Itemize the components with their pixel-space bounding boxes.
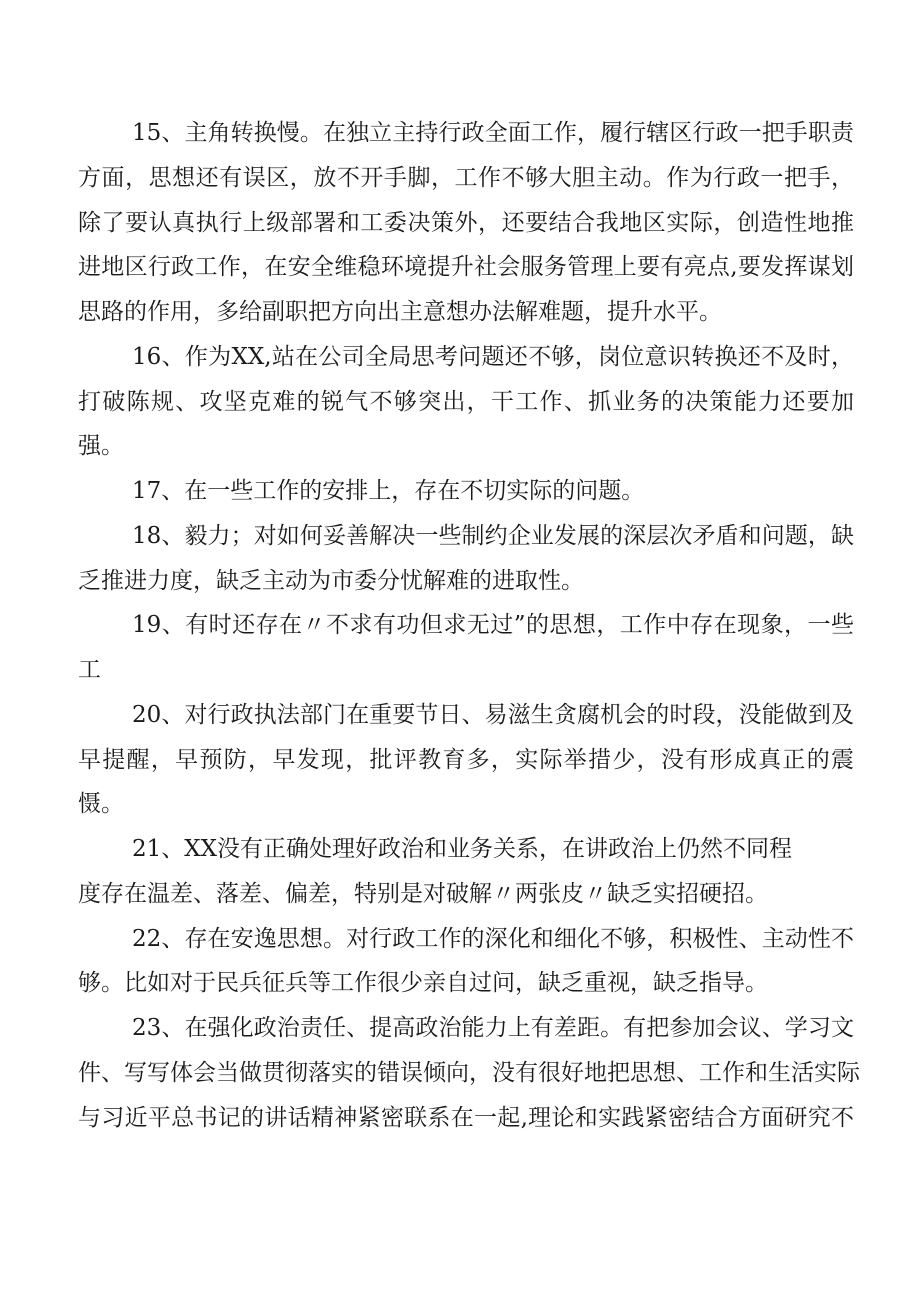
paragraph-21-line-1: 21、XX没有正确处理好政治和业务关系，在讲政治上仍然不同程 [132, 836, 793, 862]
paragraph-15-line-5: 思路的作用，多给副职把方向出主意想办法解难题，提升水平。 [78, 299, 722, 325]
paragraph-22-line-2: 够。比如对于民兵征兵等工作很少亲自过问，缺乏重视，缺乏指导。 [78, 970, 768, 996]
paragraph-23-line-2: 件、写写体会当做贯彻落实的错误倾向，没有很好地把思想、工作和生活实际 [78, 1060, 860, 1086]
paragraph-15-line-3: 除了要认真执行上级部署和工委决策外，还要结合我地区实际，创造性地推 [78, 210, 854, 236]
paragraph-15-line-2: 方面，思想还有误区，放不开手脚，工作不够大胆主动。作为行政一把手， [78, 165, 854, 191]
paragraph-19-line-2: 工 [78, 657, 101, 683]
paragraph-20-line-1: 20、对行政执法部门在重要节日、易滋生贪腐机会的时段，没能做到及 [132, 702, 854, 728]
paragraph-16-line-3: 强。 [78, 433, 124, 459]
paragraph-18-line-2: 乏推进力度，缺乏主动为市委分忧解难的进取性。 [78, 568, 584, 594]
paragraph-23-line-3: 与习近平总书记的讲话精神紧密联系在一起,理论和实践紧密结合方面研究不 [78, 1105, 854, 1131]
paragraph-22-line-1: 22、存在安逸思想。对行政工作的深化和细化不够，积极性、主动性不 [132, 926, 854, 952]
paragraph-21-line-2: 度存在温差、落差、偏差，特别是对破解〃两张皮〃缺乏实招硬招。 [78, 881, 768, 907]
paragraph-20-line-2: 早提醒，早预防，早发现，批评教育多，实际举措少，没有形成真正的震 [78, 747, 854, 773]
paragraph-17-line-1: 17、在一些工作的安排上，存在不切实际的问题。 [132, 478, 645, 504]
paragraph-18-line-1: 18、毅力；对如何妥善解决一些制约企业发展的深层次矛盾和问题，缺 [132, 523, 854, 549]
paragraph-19-line-1: 19、有时还存在〃不求有功但求无过”的思想，工作中存在现象，一些 [132, 612, 854, 638]
paragraph-23-line-1: 23、在强化政治责任、提高政治能力上有差距。有把参加会议、学习文 [132, 1015, 854, 1041]
paragraph-15-line-1: 15、主角转换慢。在独立主持行政全面工作，履行辖区行政一把手职责 [132, 120, 854, 146]
paragraph-20-line-3: 慑。 [78, 791, 124, 817]
paragraph-16-line-1: 16、作为XX,站在公司全局思考问题还不够，岗位意识转换还不及时， [132, 344, 854, 370]
paragraph-15-line-4: 进地区行政工作，在安全维稳环境提升社会服务管理上要有亮点,要发挥谋划 [78, 254, 854, 280]
paragraph-16-line-2: 打破陈规、攻坚克难的锐气不够突出，干工作、抓业务的决策能力还要加 [78, 389, 854, 415]
